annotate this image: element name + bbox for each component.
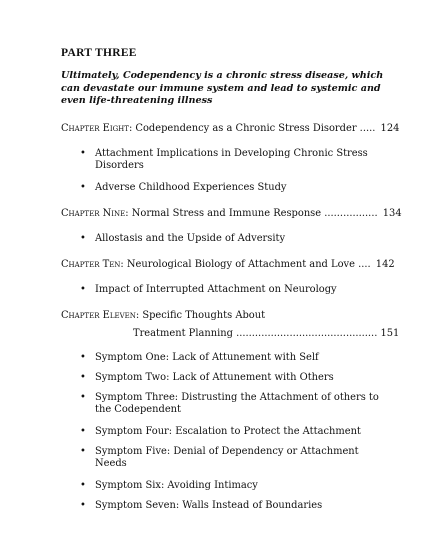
list-item-text: Symptom Two: Lack of Attunement with Others [95, 372, 334, 383]
list-item-text: Symptom Four: Escalation to Protect the Attachment [95, 426, 361, 437]
bullet-icon: • [80, 352, 86, 363]
chapter-page-number: 142 [375, 259, 395, 270]
chapter-title: Codependency as a Chronic Stress Disorder [135, 123, 357, 134]
chapter-title: Specific Thoughts About [142, 310, 266, 321]
chapter-ten-entry [61, 259, 395, 272]
chapter-title: Neurological Biology of Attachment and Love [126, 259, 355, 270]
list-item [80, 352, 392, 364]
bullet-icon: • [80, 392, 86, 403]
list-item [80, 426, 392, 438]
bullet-icon: • [80, 372, 86, 383]
chapter-page-number: 124 [380, 123, 400, 134]
part-title: PART THREE [61, 47, 137, 59]
list-item-text: Symptom Seven: Walls Instead of Boundaries [95, 500, 323, 511]
epigraph: Ultimately, Codependency is a chronic stress disease, which can devastate our immune system and lead to systemic and even life-threatening illness [61, 70, 384, 107]
list-item [80, 182, 392, 194]
bullet-icon: • [80, 148, 86, 159]
list-item-text: Adverse Childhood Experiences Study [95, 182, 287, 193]
chapter-title-continuation [133, 328, 400, 341]
bullet-icon: • [80, 233, 86, 244]
list-item [80, 372, 392, 384]
list-item [80, 446, 392, 471]
chapter-page-number: 134 [382, 208, 402, 219]
toc-leader: ..... [356, 123, 376, 134]
list-item-text: Symptom Five: Denial of Dependency or Attachment Needs [95, 446, 359, 470]
list-item-text: Impact of Interrupted Attachment on Neurology [95, 284, 337, 295]
chapter-page-number: 151 [380, 328, 400, 339]
bullet-icon: • [80, 426, 86, 437]
list-item-text: Symptom Three: Distrusting the Attachment of others to the Codependent [95, 392, 379, 416]
bullet-icon: • [80, 446, 86, 457]
list-item-text: Allostasis and the Upside of Adversity [95, 233, 286, 244]
toc-leader: ............................................. [232, 328, 378, 339]
list-item [80, 148, 392, 173]
toc-leader: ................. [321, 208, 378, 219]
list-item [80, 284, 392, 296]
list-item-text: Attachment Implications in Developing Chronic Stress Disorders [95, 148, 368, 172]
bullet-icon: • [80, 182, 86, 193]
chapter-title-line2: Treatment Planning [133, 328, 233, 339]
chapter-label: Chapter Ten: [61, 259, 124, 270]
list-item [80, 392, 392, 417]
list-item [80, 233, 392, 245]
chapter-label: Chapter Eight: [61, 123, 133, 134]
list-item [80, 500, 392, 512]
toc-leader: .... [354, 259, 371, 270]
list-item-text: Symptom One: Lack of Attunement with Self [95, 352, 319, 363]
bullet-icon: • [80, 284, 86, 295]
chapter-label: Chapter Eleven: [61, 310, 140, 321]
chapter-label: Chapter Nine: [61, 208, 129, 219]
chapter-title: Normal Stress and Immune Response [131, 208, 322, 219]
bullet-icon: • [80, 480, 86, 491]
list-item [80, 480, 392, 492]
chapter-nine-entry [61, 208, 402, 221]
bullet-icon: • [80, 500, 86, 511]
chapter-eight-entry [61, 123, 400, 136]
list-item-text: Symptom Six: Avoiding Intimacy [95, 480, 258, 491]
chapter-eleven-entry [61, 310, 391, 323]
